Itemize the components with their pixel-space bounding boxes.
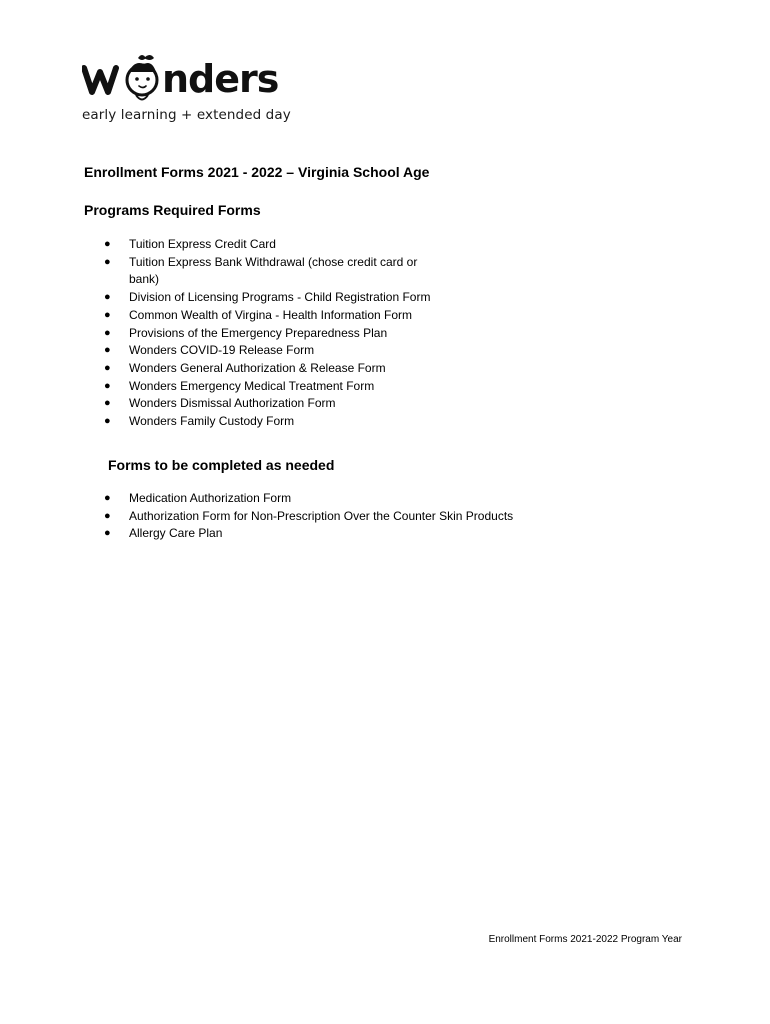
list-item [102, 508, 562, 526]
list-item-label: Wonders General Authorization & Release Form [129, 360, 386, 375]
list-item [102, 490, 562, 508]
list-item [102, 254, 442, 289]
bullet-icon: ● [104, 291, 111, 304]
list-item [102, 378, 442, 396]
bullet-icon: ● [104, 255, 111, 268]
svg-text:nders: nders [162, 57, 279, 101]
required-forms-heading: Programs Required Forms [84, 202, 261, 218]
bullet-icon: ● [104, 361, 111, 374]
list-item-label: Wonders Emergency Medical Treatment Form [129, 378, 375, 393]
bullet-icon: ● [104, 397, 111, 410]
list-item [102, 325, 442, 343]
list-item [102, 342, 442, 360]
list-item [102, 360, 442, 378]
list-item-label: Provisions of the Emergency Preparedness Plan [129, 325, 388, 340]
list-item-label: Common Wealth of Virgina - Health Information Form [129, 307, 413, 322]
wonders-logo-icon [82, 48, 292, 108]
bullet-icon: ● [104, 492, 111, 504]
list-item-label: Tuition Express Bank Withdrawal (chose credit card or bank) [129, 254, 418, 287]
bullet-icon: ● [104, 326, 111, 339]
logo-tagline: early learning + extended day [82, 107, 291, 123]
list-item [102, 236, 442, 254]
list-item-label: Wonders Family Custody Form [129, 414, 295, 429]
list-item [102, 395, 442, 413]
bullet-icon: ● [104, 415, 111, 428]
list-item-label: Tuition Express Credit Card [129, 237, 276, 251]
as-needed-forms-list [102, 490, 562, 543]
required-forms-list [102, 236, 442, 431]
bullet-icon: ● [104, 527, 111, 540]
list-item-label: Wonders COVID-19 Release Form [129, 343, 315, 358]
list-item [102, 413, 442, 431]
list-item-label: Division of Licensing Programs - Child Registration Form [129, 290, 431, 305]
bullet-icon: ● [104, 344, 111, 357]
list-item [102, 525, 562, 543]
list-item-label: Medication Authorization Form [129, 491, 292, 505]
bullet-icon: ● [104, 379, 111, 392]
list-item-label: Wonders Dismissal Authorization Form [129, 396, 336, 411]
list-item-label: Authorization Form for Non-Prescription Over the Counter Skin Products [129, 508, 514, 523]
list-item [102, 307, 442, 325]
list-item [102, 289, 442, 307]
bullet-icon: ● [104, 509, 111, 522]
page-footer: Enrollment Forms 2021-2022 Program Year [488, 934, 682, 945]
list-item-label: Allergy Care Plan [129, 526, 223, 541]
as-needed-forms-heading: Forms to be completed as needed [108, 457, 335, 473]
document-title: Enrollment Forms 2021 - 2022 – Virginia School Age [84, 164, 430, 180]
bullet-icon: ● [104, 308, 111, 321]
bullet-icon: ● [104, 238, 111, 250]
